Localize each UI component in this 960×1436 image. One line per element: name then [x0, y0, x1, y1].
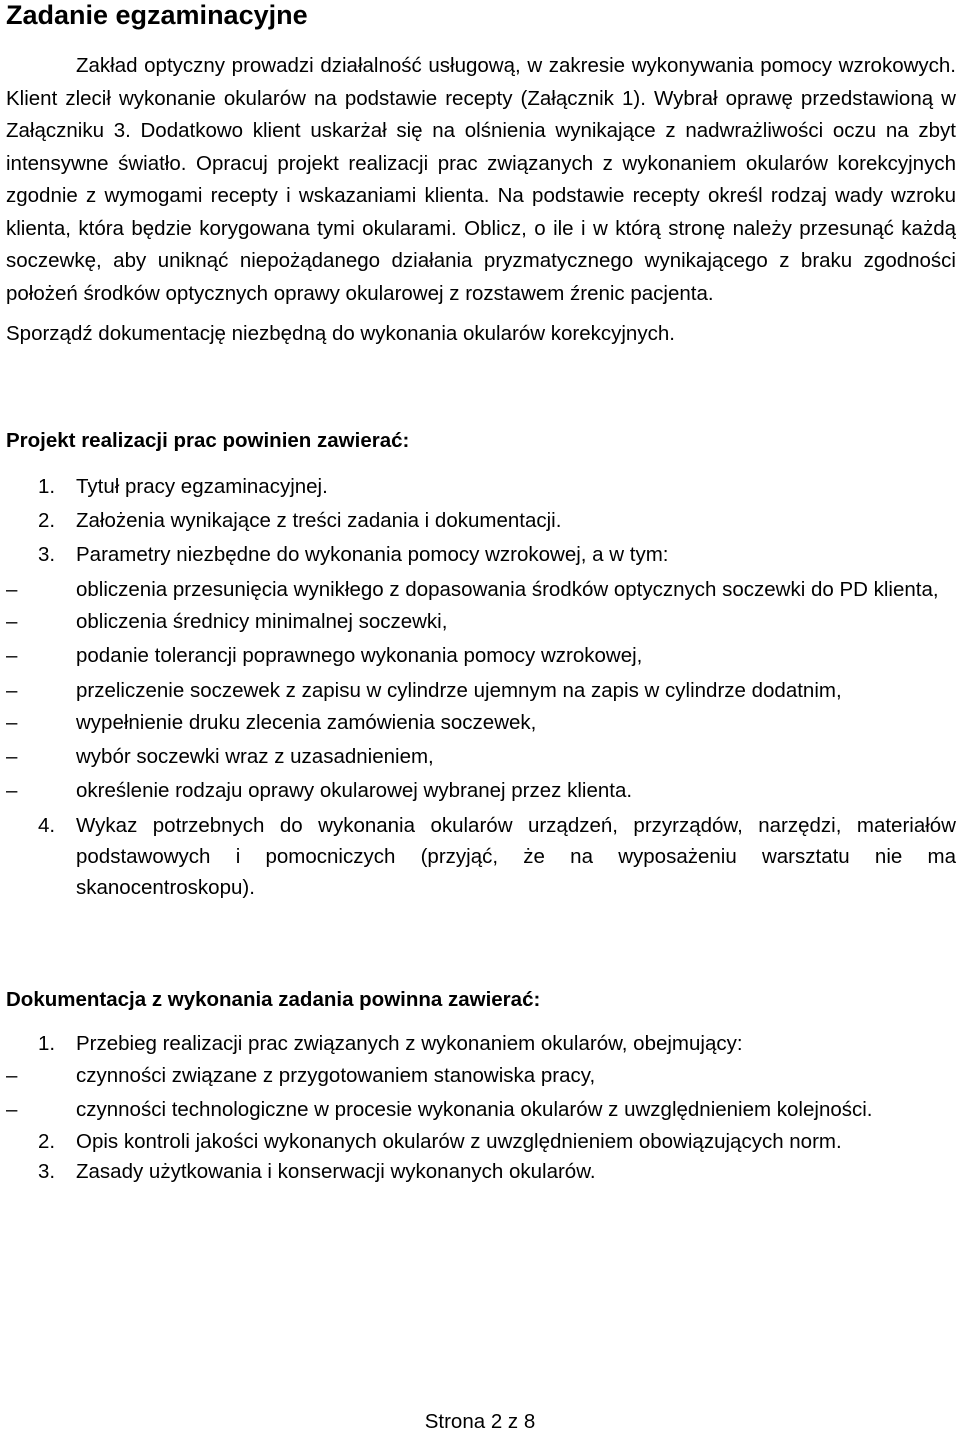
list-item-text: Tytuł pracy egzaminacyjnej.	[76, 475, 328, 498]
list-subitem	[6, 605, 956, 639]
list-subitem-text: czynności technologiczne w procesie wykonania okularów z uwzględnieniem kolejności.	[76, 1098, 873, 1121]
list-item-text: Parametry niezbędne do wykonania pomocy wzrokowej, a w tym:	[76, 543, 669, 566]
list-number: 3.	[38, 1160, 56, 1183]
list-item-text: Założenia wynikające z treści zadania i dokumentacji.	[76, 509, 562, 532]
list-item	[6, 1127, 956, 1156]
list-subitem-text: określenie rodzaju oprawy okularowej wybranej przez klienta.	[76, 779, 633, 802]
documentation-heading: Dokumentacja z wykonania zadania powinna zawierać:	[6, 988, 541, 1011]
list-subitem	[6, 706, 956, 740]
list-subitem-text: przeliczenie soczewek z zapisu w cylindrze ujemnym na zapis w cylindrze dodatnim,	[76, 679, 842, 702]
dash-bullet: –	[6, 1098, 18, 1121]
task-description	[6, 50, 956, 351]
list-item	[6, 538, 956, 572]
list-item	[6, 504, 956, 538]
list-item-text: Zasady użytkowania i konserwacji wykonanych okularów.	[76, 1160, 596, 1183]
dash-bullet: –	[6, 679, 18, 702]
list-subitem	[6, 740, 956, 774]
page-number: Strona 2 z 8	[424, 1410, 536, 1433]
list-subitem-text: podanie tolerancji poprawnego wykonania pomocy wzrokowej,	[76, 644, 643, 667]
list-item-text: Przebieg realizacji prac związanych z wykonaniem okularów, obejmujący:	[76, 1032, 743, 1055]
list-subitem	[6, 675, 956, 706]
list-subitem	[6, 774, 956, 808]
list-subitem-text: wypełnienie druku zlecenia zamówienia soczewek,	[76, 711, 537, 734]
project-list	[6, 470, 956, 903]
list-subitem-text: czynności związane z przygotowaniem stanowiska pracy,	[76, 1064, 596, 1087]
project-heading: Projekt realizacji prac powinien zawierać:	[6, 429, 410, 452]
list-subitem-text: obliczenia średnicy minimalnej soczewki,	[76, 610, 448, 633]
list-item-text: Wykaz potrzebnych do wykonania okularów urządzeń, przyrządów, narzędzi, materiałów podstawowych i pomocniczych (przyjąć, że na wyposażeniu warsztatu nie ma skanocentroskopu).	[76, 814, 956, 899]
list-subitem	[6, 1060, 956, 1092]
list-subitem	[6, 574, 956, 605]
dash-bullet: –	[6, 745, 18, 768]
dash-bullet: –	[6, 610, 18, 633]
list-subitem	[6, 639, 956, 673]
list-item	[6, 810, 956, 903]
list-item	[6, 1028, 956, 1060]
dash-bullet: –	[6, 779, 18, 802]
dash-bullet: –	[6, 644, 18, 667]
task-paragraph: Sporządź dokumentację niezbędną do wykonania okularów korekcyjnych.	[6, 322, 675, 345]
documentation-list	[6, 1028, 956, 1188]
list-number: 3.	[38, 543, 56, 566]
list-number: 4.	[38, 814, 56, 837]
list-number: 2.	[38, 509, 56, 532]
dash-bullet: –	[6, 578, 18, 601]
list-subitem	[6, 1094, 956, 1125]
list-number: 2.	[38, 1130, 56, 1153]
task-paragraph: Zakład optyczny prowadzi działalność usługową, w zakresie wykonywania pomocy wzrokowych. Klient zlecił wykonanie okularów na podstawie recepty (Załącznik 1). Wybrał oprawę przedstawioną w Załączniku 3. Dodatkowo klient uskarżał się na olśnienia wynikające z nadwrażliwości oczu na zbyt intensywne światło. Opracuj projekt realizacji prac związanych z wykonaniem okularów korekcyjnych zgodnie z wymogami recepty i wskazaniami klienta. Na podstawie recepty określ rodzaj wady wzroku klienta, która będzie korygowana tymi okularami. Oblicz, o ile i w którą stronę należy przesunąć każdą soczewkę, aby uniknąć niepożądanego działania pryzmatycznego wynikającego z braku zgodności położeń środków optycznych oprawy okularowej z rozstawem źrenic pacjenta.	[6, 54, 956, 305]
list-subitem-text: obliczenia przesunięcia wynikłego z dopasowania środków optycznych soczewki do PD klienta,	[76, 578, 939, 601]
list-number: 1.	[38, 1032, 56, 1055]
list-item	[6, 1156, 956, 1188]
dash-bullet: –	[6, 1064, 18, 1087]
list-item	[6, 470, 956, 504]
dash-bullet: –	[6, 711, 18, 734]
list-item-text: Opis kontroli jakości wykonanych okularów z uwzględnieniem obowiązujących norm.	[76, 1130, 842, 1153]
page-title: Zadanie egzaminacyjne	[6, 0, 308, 30]
list-number: 1.	[38, 475, 56, 498]
list-subitem-text: wybór soczewki wraz z uzasadnieniem,	[76, 745, 434, 768]
